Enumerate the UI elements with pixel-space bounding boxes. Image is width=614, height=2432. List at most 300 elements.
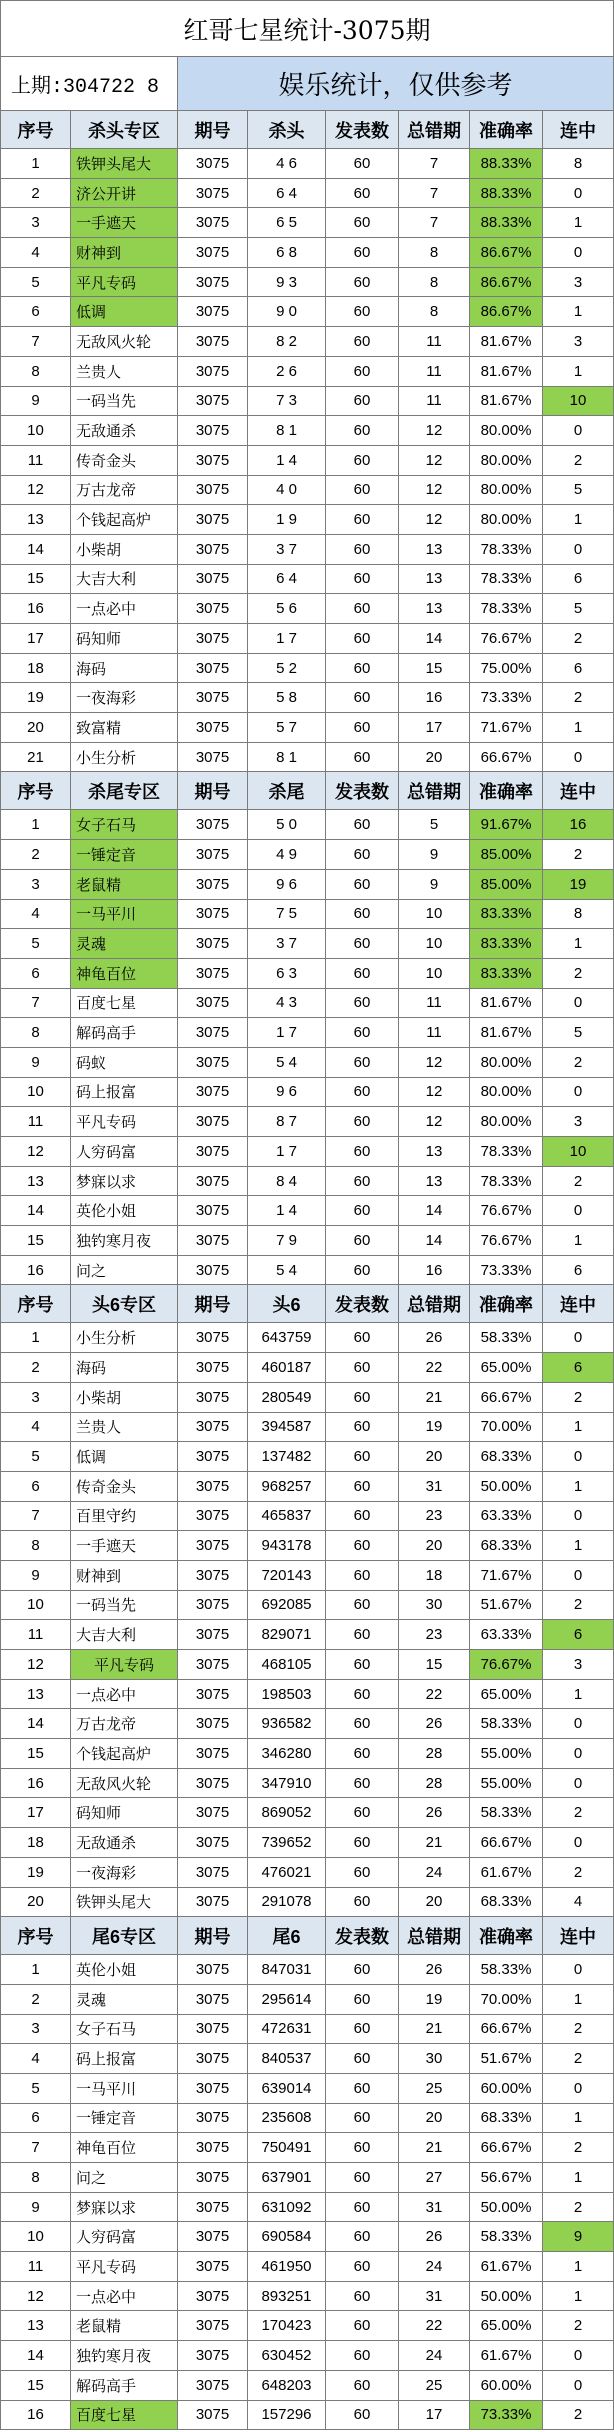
streak-cell: 2 [543,2311,614,2341]
table-row [0,713,614,743]
accuracy-cell: 66.67% [470,2015,543,2045]
pick-cell: 840537 [248,2044,326,2074]
streak-cell: 3 [543,327,614,357]
pick-cell: 968257 [248,1472,326,1502]
issue-cell: 3075 [178,1531,248,1561]
post-count-cell: 60 [326,1531,399,1561]
row-number-cell: 7 [0,2133,71,2163]
streak-cell: 1 [543,929,614,959]
kill-head-section [0,111,614,772]
post-count-header: 发表数 [326,1285,399,1323]
accuracy-cell: 71.67% [470,1561,543,1591]
pick-cell: 5 4 [248,1048,326,1078]
predictor-name-cell: 人穷码富 [71,2222,178,2252]
streak-cell: 1 [543,1985,614,2015]
post-count-cell: 60 [326,2074,399,2104]
row-number-cell: 1 [0,1323,71,1353]
accuracy-cell: 73.33% [470,1256,543,1286]
row-number-cell: 11 [0,1107,71,1137]
issue-cell: 3075 [178,654,248,684]
predictor-name-cell: 平凡专码 [71,268,178,298]
miss-count-cell: 7 [399,179,470,209]
predictor-name-cell: 平凡专码 [71,1650,178,1680]
row-number-cell: 5 [0,929,71,959]
miss-count-cell: 26 [399,1323,470,1353]
issue-cell: 3075 [178,2163,248,2193]
issue-cell: 3075 [178,297,248,327]
stats-table [0,111,614,2430]
pick-cell: 9 6 [248,1078,326,1108]
post-count-header: 发表数 [326,111,399,149]
accuracy-cell: 55.00% [470,1769,543,1799]
streak-cell: 1 [543,2252,614,2282]
post-count-cell: 60 [326,743,399,773]
post-count-cell: 60 [326,1353,399,1383]
table-row [0,1858,614,1888]
accuracy-cell: 81.67% [470,387,543,417]
streak-cell: 5 [543,1018,614,1048]
post-count-cell: 60 [326,1167,399,1197]
streak-cell: 1 [543,2282,614,2312]
issue-cell: 3075 [178,1680,248,1710]
miss-count-cell: 19 [399,1413,470,1443]
row-number-cell: 4 [0,900,71,930]
post-count-cell: 60 [326,1018,399,1048]
miss-count-cell: 11 [399,327,470,357]
issue-cell: 3075 [178,535,248,565]
table-row [0,208,614,238]
table-row [0,1048,614,1078]
issue-cell: 3075 [178,1591,248,1621]
table-row [0,446,614,476]
predictor-name-cell: 独钓寒月夜 [71,2341,178,2371]
miss-count-cell: 24 [399,1858,470,1888]
miss-count-cell: 30 [399,1591,470,1621]
pick-cell: 3 7 [248,535,326,565]
pick-cell: 5 2 [248,654,326,684]
accuracy-cell: 65.00% [470,1353,543,1383]
row-number-cell: 9 [0,387,71,417]
table-row [0,238,614,268]
post-count-cell: 60 [326,713,399,743]
miss-count-cell: 13 [399,1167,470,1197]
post-count-cell: 60 [326,2252,399,2282]
miss-count-cell: 20 [399,743,470,773]
accuracy-cell: 50.00% [470,2193,543,2223]
table-row [0,297,614,327]
row-number-cell: 14 [0,535,71,565]
table-row [0,2074,614,2104]
issue-cell: 3075 [178,2044,248,2074]
row-number-cell: 6 [0,2104,71,2134]
table-row [0,1888,614,1918]
miss-count-cell: 23 [399,1502,470,1532]
pick-cell: 690584 [248,2222,326,2252]
issue-cell: 3075 [178,989,248,1019]
predictor-name-cell: 解码高手 [71,2371,178,2401]
pick-cell: 6 8 [248,238,326,268]
accuracy-cell: 81.67% [470,327,543,357]
miss-count-cell: 7 [399,208,470,238]
table-row [0,1472,614,1502]
predictor-name-cell: 一锤定音 [71,840,178,870]
streak-cell: 1 [543,208,614,238]
accuracy-cell: 50.00% [470,2282,543,2312]
pick-cell: 8 1 [248,743,326,773]
post-count-cell: 60 [326,1561,399,1591]
pick-cell: 461950 [248,2252,326,2282]
row-number-cell: 19 [0,683,71,713]
issue-cell: 3075 [178,1442,248,1472]
streak-cell: 2 [543,1591,614,1621]
miss-count-header: 总错期 [399,772,470,810]
predictor-name-cell: 一点必中 [71,2282,178,2312]
pick-cell: 8 7 [248,1107,326,1137]
table-row [0,2371,614,2401]
streak-cell: 1 [543,357,614,387]
pick-cell: 8 4 [248,1167,326,1197]
accuracy-cell: 91.67% [470,810,543,840]
predictor-name-cell: 传奇金头 [71,446,178,476]
row-number-cell: 16 [0,1769,71,1799]
streak-cell: 2 [543,1048,614,1078]
row-number-cell: 1 [0,810,71,840]
accuracy-cell: 68.33% [470,1888,543,1918]
accuracy-cell: 80.00% [470,416,543,446]
miss-count-cell: 24 [399,2341,470,2371]
row-number-cell: 4 [0,2044,71,2074]
issue-cell: 3075 [178,1226,248,1256]
accuracy-cell: 70.00% [470,1985,543,2015]
table-row [0,1828,614,1858]
pick-cell: 472631 [248,2015,326,2045]
post-count-cell: 60 [326,1137,399,1167]
accuracy-cell: 80.00% [470,1078,543,1108]
streak-cell: 8 [543,900,614,930]
predictor-name-cell: 小生分析 [71,743,178,773]
post-count-cell: 60 [326,1383,399,1413]
issue-cell: 3075 [178,900,248,930]
streak-cell: 0 [543,1739,614,1769]
accuracy-cell: 66.67% [470,743,543,773]
serial-header: 序号 [0,1285,71,1323]
issue-cell: 3075 [178,446,248,476]
table-row [0,2341,614,2371]
predictor-name-cell: 小生分析 [71,1323,178,1353]
streak-cell: 1 [543,1226,614,1256]
post-count-cell: 60 [326,654,399,684]
post-count-cell: 60 [326,1888,399,1918]
streak-cell: 2 [543,1798,614,1828]
table-row [0,959,614,989]
table-row [0,1137,614,1167]
issue-cell: 3075 [178,1383,248,1413]
row-number-cell: 2 [0,1353,71,1383]
accuracy-cell: 55.00% [470,1739,543,1769]
table-row [0,327,614,357]
predictor-name-cell: 致富精 [71,713,178,743]
miss-count-cell: 12 [399,476,470,506]
miss-count-cell: 12 [399,446,470,476]
accuracy-cell: 63.33% [470,1502,543,1532]
row-number-cell: 18 [0,1828,71,1858]
pick-cell: 739652 [248,1828,326,1858]
issue-cell: 3075 [178,238,248,268]
miss-count-cell: 25 [399,2074,470,2104]
post-count-cell: 60 [326,179,399,209]
streak-cell: 2 [543,2193,614,2223]
issue-cell: 3075 [178,1620,248,1650]
issue-cell: 3075 [178,2371,248,2401]
table-row [0,683,614,713]
row-number-cell: 10 [0,2222,71,2252]
miss-count-header: 总错期 [399,1285,470,1323]
row-number-cell: 3 [0,870,71,900]
pick-cell: 750491 [248,2133,326,2163]
row-number-cell: 13 [0,505,71,535]
table-row [0,1256,614,1286]
table-row [0,149,614,179]
miss-count-cell: 11 [399,357,470,387]
miss-count-cell: 16 [399,683,470,713]
streak-cell: 1 [543,1413,614,1443]
row-number-cell: 17 [0,1798,71,1828]
issue-cell: 3075 [178,505,248,535]
pick-cell: 5 6 [248,594,326,624]
accuracy-cell: 50.00% [470,1472,543,1502]
predictor-name-cell: 一马平川 [71,900,178,930]
streak-cell: 2 [543,959,614,989]
streak-cell: 1 [543,505,614,535]
issue-cell: 3075 [178,840,248,870]
streak-cell: 2 [543,1858,614,1888]
table-header-row [0,772,614,810]
issue-cell: 3075 [178,149,248,179]
table-row [0,1413,614,1443]
row-number-cell: 6 [0,297,71,327]
issue-cell: 3075 [178,1353,248,1383]
table-row [0,1650,614,1680]
accuracy-cell: 76.67% [470,1226,543,1256]
row-number-cell: 8 [0,1531,71,1561]
miss-count-cell: 16 [399,1256,470,1286]
issue-cell: 3075 [178,1167,248,1197]
table-row [0,1591,614,1621]
post-count-cell: 60 [326,2371,399,2401]
row-number-cell: 13 [0,1680,71,1710]
streak-cell: 0 [543,238,614,268]
streak-cell: 19 [543,870,614,900]
row-number-cell: 7 [0,1502,71,1532]
table-row [0,1442,614,1472]
post-count-cell: 60 [326,1323,399,1353]
streak-cell: 16 [543,810,614,840]
streak-cell: 0 [543,1196,614,1226]
post-count-cell: 60 [326,624,399,654]
pick-cell: 1 9 [248,505,326,535]
issue-cell: 3075 [178,2222,248,2252]
row-number-cell: 14 [0,1709,71,1739]
post-count-cell: 60 [326,870,399,900]
post-count-cell: 60 [326,1226,399,1256]
predictor-name-cell: 海码 [71,654,178,684]
table-row [0,1798,614,1828]
post-count-cell: 60 [326,327,399,357]
zone-header: 杀尾专区 [71,772,178,810]
predictor-name-cell: 一锤定音 [71,2104,178,2134]
miss-count-cell: 22 [399,1353,470,1383]
table-header-row [0,111,614,149]
streak-cell: 2 [543,1383,614,1413]
predictor-name-cell: 一点必中 [71,1680,178,1710]
row-number-cell: 2 [0,840,71,870]
accuracy-cell: 58.33% [470,1323,543,1353]
post-count-cell: 60 [326,2104,399,2134]
post-count-cell: 60 [326,297,399,327]
pick-cell: 643759 [248,1323,326,1353]
streak-cell: 0 [543,416,614,446]
miss-count-header: 总错期 [399,1917,470,1955]
post-count-cell: 60 [326,357,399,387]
issue-cell: 3075 [178,268,248,298]
miss-count-cell: 27 [399,2163,470,2193]
post-count-cell: 60 [326,1442,399,1472]
pick-cell: 5 8 [248,683,326,713]
issue-cell: 3075 [178,1107,248,1137]
accuracy-cell: 86.67% [470,238,543,268]
miss-count-cell: 30 [399,2044,470,2074]
table-row [0,2311,614,2341]
table-row [0,2282,614,2312]
accuracy-cell: 86.67% [470,268,543,298]
accuracy-cell: 88.33% [470,179,543,209]
streak-header: 连中 [543,111,614,149]
row-number-cell: 15 [0,2371,71,2401]
pick-header: 头6 [248,1285,326,1323]
table-row [0,1739,614,1769]
post-count-cell: 60 [326,1739,399,1769]
issue-cell: 3075 [178,810,248,840]
issue-cell: 3075 [178,1256,248,1286]
predictor-name-cell: 人穷码富 [71,1137,178,1167]
streak-cell: 0 [543,1769,614,1799]
table-row [0,2163,614,2193]
streak-cell: 0 [543,1323,614,1353]
table-row [0,743,614,773]
predictor-name-cell: 大吉大利 [71,565,178,595]
predictor-name-cell: 一夜海彩 [71,1858,178,1888]
accuracy-cell: 75.00% [470,654,543,684]
table-row [0,1955,614,1985]
row-number-cell: 2 [0,1985,71,2015]
predictor-name-cell: 兰贵人 [71,1413,178,1443]
table-row [0,929,614,959]
accuracy-cell: 85.00% [470,870,543,900]
row-number-cell: 14 [0,1196,71,1226]
predictor-name-cell: 一码当先 [71,387,178,417]
miss-count-cell: 31 [399,2193,470,2223]
pick-cell: 9 0 [248,297,326,327]
row-number-cell: 5 [0,1442,71,1472]
post-count-cell: 60 [326,2222,399,2252]
table-header-row [0,1917,614,1955]
issue-cell: 3075 [178,1561,248,1591]
streak-cell: 0 [543,2074,614,2104]
row-number-cell: 15 [0,1739,71,1769]
row-number-cell: 21 [0,743,71,773]
miss-count-cell: 12 [399,1048,470,1078]
streak-cell: 0 [543,743,614,773]
post-count-cell: 60 [326,208,399,238]
row-number-cell: 12 [0,1650,71,1680]
predictor-name-cell: 码知师 [71,624,178,654]
streak-cell: 1 [543,2104,614,2134]
table-row [0,989,614,1019]
post-count-cell: 60 [326,446,399,476]
miss-count-cell: 10 [399,959,470,989]
pick-cell: 235608 [248,2104,326,2134]
issue-header: 期号 [178,111,248,149]
table-row [0,624,614,654]
zone-header: 杀头专区 [71,111,178,149]
predictor-name-cell: 百度七星 [71,2401,178,2431]
miss-count-cell: 14 [399,1226,470,1256]
pick-cell: 6 4 [248,179,326,209]
accuracy-cell: 65.00% [470,2311,543,2341]
table-row [0,2401,614,2431]
table-row [0,1167,614,1197]
issue-cell: 3075 [178,1709,248,1739]
streak-cell: 2 [543,840,614,870]
issue-cell: 3075 [178,357,248,387]
issue-header: 期号 [178,772,248,810]
pick-cell: 7 5 [248,900,326,930]
serial-header: 序号 [0,772,71,810]
predictor-name-cell: 神龟百位 [71,2133,178,2163]
predictor-name-cell: 无敌通杀 [71,1828,178,1858]
accuracy-cell: 76.67% [470,1650,543,1680]
predictor-name-cell: 低调 [71,1442,178,1472]
table-row [0,179,614,209]
issue-cell: 3075 [178,929,248,959]
streak-cell: 0 [543,1828,614,1858]
streak-cell: 1 [543,1531,614,1561]
streak-cell: 1 [543,1472,614,1502]
post-count-cell: 60 [326,2044,399,2074]
pick-cell: 7 9 [248,1226,326,1256]
issue-cell: 3075 [178,683,248,713]
pick-cell: 6 5 [248,208,326,238]
table-header-row [0,1285,614,1323]
streak-cell: 0 [543,989,614,1019]
issue-cell: 3075 [178,1769,248,1799]
table-row [0,1078,614,1108]
post-count-cell: 60 [326,594,399,624]
info-row [0,57,614,111]
accuracy-cell: 78.33% [470,594,543,624]
table-row [0,357,614,387]
issue-cell: 3075 [178,2401,248,2431]
issue-cell: 3075 [178,1955,248,1985]
table-row [0,1353,614,1383]
post-count-cell: 60 [326,1955,399,1985]
pick-cell: 1 7 [248,624,326,654]
table-row [0,2222,614,2252]
row-number-cell: 9 [0,1561,71,1591]
pick-cell: 6 3 [248,959,326,989]
pick-cell: 170423 [248,2311,326,2341]
pick-cell: 943178 [248,1531,326,1561]
